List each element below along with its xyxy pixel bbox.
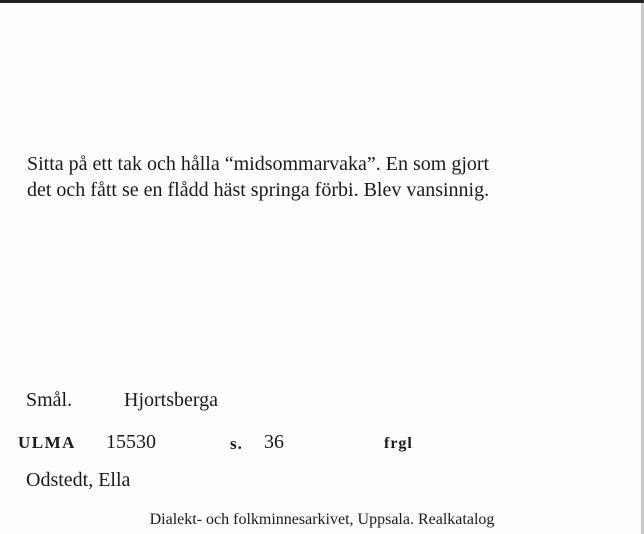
region-label: Smål.	[26, 389, 73, 411]
archive-label: ULMA	[18, 433, 76, 452]
page-number: 36	[264, 431, 284, 453]
archive-number: 15530	[106, 431, 156, 453]
category-code: frgl	[384, 435, 413, 452]
note-text	[27, 151, 627, 203]
recorder-name: Odstedt, Ella	[26, 469, 131, 491]
note-line-2: det och fått se en flådd häst springa förbi. Blev vansinnig.	[27, 179, 490, 201]
note-line-1: Sitta på ett tak och hålla “midsommarvaka”. En som gjort	[27, 153, 490, 175]
place-name: Hjortsberga	[124, 389, 219, 411]
page-label: s.	[230, 434, 243, 453]
archive-footer: Dialekt- och folkminnesarkivet, Uppsala. Realkatalog	[149, 511, 495, 528]
